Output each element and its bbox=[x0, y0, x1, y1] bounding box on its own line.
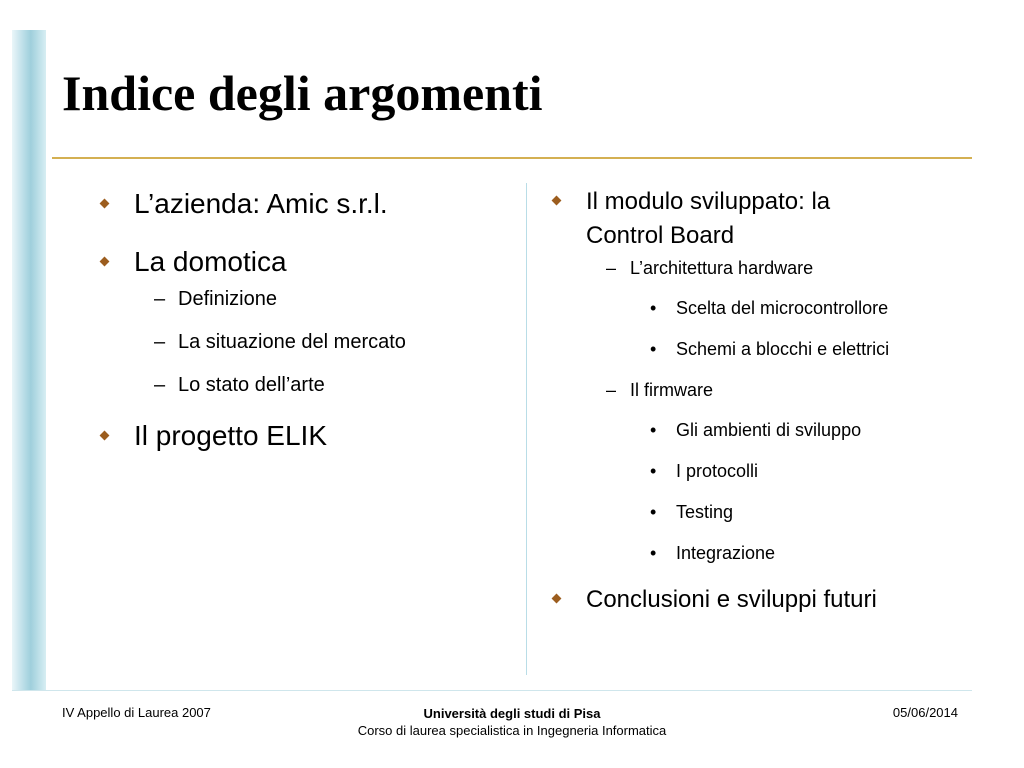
dash-bullet-icon: – bbox=[154, 331, 166, 353]
sub-item-definizione bbox=[96, 287, 516, 311]
dot-bullet-icon: • bbox=[650, 543, 657, 563]
dot-bullet-icon: • bbox=[650, 461, 657, 481]
footer-divider bbox=[12, 690, 972, 691]
sub-sub-item-ambienti bbox=[548, 418, 968, 442]
sub-item-text: La situazione del mercato bbox=[178, 331, 406, 353]
sub-item-text: L’architettura hardware bbox=[630, 258, 814, 278]
dash-bullet-icon: – bbox=[606, 258, 617, 278]
bullet-text: L’azienda: Amic s.r.l. bbox=[134, 188, 388, 219]
bullet-text: La domotica bbox=[134, 246, 287, 277]
sub-item-hardware bbox=[548, 256, 968, 280]
bullet-text-line: Il modulo sviluppato: la bbox=[586, 188, 831, 215]
sub-sub-item-text: Integrazione bbox=[676, 543, 776, 563]
sub-item-text: Lo stato dell’arte bbox=[178, 374, 325, 396]
dash-bullet-icon: – bbox=[606, 380, 617, 400]
bullet-text: Conclusioni e sviluppi futuri bbox=[586, 586, 877, 613]
sub-sub-item-text: I protocolli bbox=[676, 461, 759, 481]
footer-date: 05/06/2014 bbox=[892, 705, 958, 720]
dot-bullet-icon: • bbox=[650, 298, 657, 318]
bullet-item-conclusioni bbox=[548, 583, 968, 617]
diamond-bullet-icon bbox=[552, 196, 562, 206]
right-column bbox=[548, 185, 968, 617]
dot-bullet-icon: • bbox=[650, 339, 657, 359]
sub-sub-item-text: Gli ambienti di sviluppo bbox=[676, 420, 862, 440]
bullet-item-domotica bbox=[96, 245, 516, 279]
sub-item-stato-arte bbox=[96, 373, 516, 397]
footer-event-label: IV Appello di Laurea 2007 bbox=[62, 705, 211, 720]
footer-course: Corso di laurea specialistica in Ingegneria Informatica bbox=[357, 723, 667, 738]
sub-sub-item-text: Schemi a blocchi e elettrici bbox=[676, 339, 890, 359]
sub-sub-item-microcontrollore bbox=[548, 296, 968, 320]
sub-item-firmware bbox=[548, 378, 968, 402]
bullet-item-azienda bbox=[96, 187, 516, 221]
sub-item-text: Il firmware bbox=[630, 380, 714, 400]
column-divider bbox=[526, 183, 527, 675]
sub-sub-item-integrazione bbox=[548, 541, 968, 565]
decorative-side-bar bbox=[12, 30, 46, 690]
dot-bullet-icon: • bbox=[650, 502, 657, 522]
bullet-text-line: Control Board bbox=[586, 222, 735, 249]
dot-bullet-icon: • bbox=[650, 420, 657, 440]
bullet-text: Il progetto ELIK bbox=[134, 420, 328, 451]
left-column bbox=[96, 187, 516, 453]
dash-bullet-icon: – bbox=[154, 374, 166, 396]
sub-sub-item-text: Testing bbox=[676, 502, 734, 522]
sub-sub-item-schemi bbox=[548, 337, 968, 361]
footer-university: Università degli studi di Pisa bbox=[423, 706, 601, 721]
sub-item-situazione bbox=[96, 330, 516, 354]
dash-bullet-icon: – bbox=[154, 288, 166, 310]
slide-title: Indice degli argomenti bbox=[62, 65, 543, 121]
sub-sub-item-text: Scelta del microcontrollore bbox=[676, 298, 889, 318]
sub-sub-item-protocolli bbox=[548, 459, 968, 483]
diamond-bullet-icon bbox=[552, 594, 562, 604]
sub-item-text: Definizione bbox=[178, 288, 277, 310]
diamond-bullet-icon bbox=[100, 257, 110, 267]
sub-sub-item-testing bbox=[548, 500, 968, 524]
diamond-bullet-icon bbox=[100, 431, 110, 441]
bullet-item-modulo bbox=[548, 185, 968, 253]
title-underline bbox=[52, 157, 972, 159]
diamond-bullet-icon bbox=[100, 199, 110, 209]
footer-institution bbox=[312, 705, 712, 739]
bullet-item-progetto bbox=[96, 419, 516, 453]
